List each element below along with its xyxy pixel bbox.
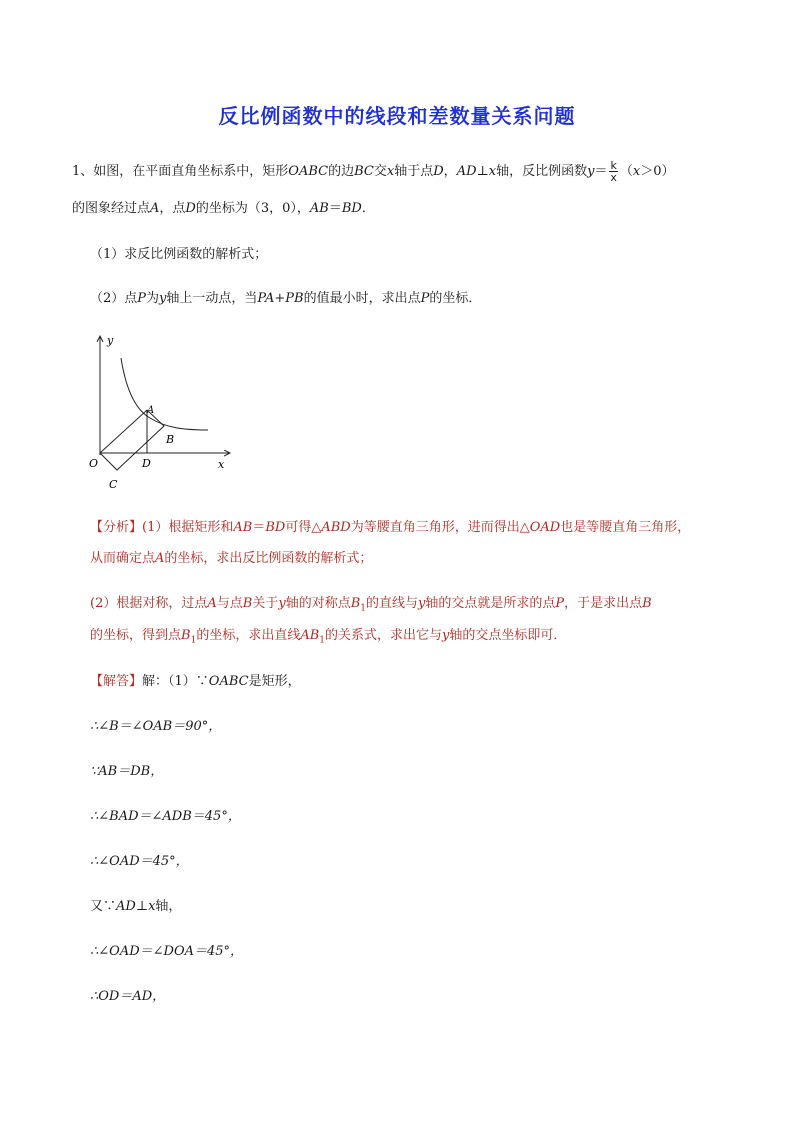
q2-text: 的坐标． [429, 291, 482, 306]
analysis-text: 也是等腰直角三角形， [560, 520, 691, 535]
analysis-text: 可得 [285, 520, 312, 535]
analysis-text: 的坐标，求出反比例函数的解析式； [164, 551, 373, 566]
problem-line-1 [72, 160, 674, 183]
problem-text: 的坐标为（3，0）， [195, 201, 310, 216]
solution-line-8: ∴OD＝AD， [90, 989, 166, 1004]
question-1: （1）求反比例函数的解析式； [90, 247, 268, 262]
solution-text: 轴， [155, 899, 182, 914]
equals-sign: ＝ [328, 201, 342, 216]
solution-line-4: ∴∠BAD＝∠ADB＝45°， [90, 809, 241, 824]
fraction-k-over-x [609, 160, 617, 183]
fraction-denominator: x [610, 171, 617, 184]
problem-text: 的边 [328, 164, 355, 179]
page-title: 反比例函数中的线段和差数量关系问题 [218, 104, 576, 128]
analysis-text: 轴的交点就是所求的点 [425, 596, 556, 611]
problem-text: 如图，在平面直角坐标系中，矩形 [93, 164, 289, 179]
analysis-text: 的坐标，求出直线 [196, 628, 301, 643]
analysis-text: (2）根据对称，过点 [90, 596, 208, 611]
point-label: B [350, 596, 361, 611]
analysis-text: 的坐标，得到点 [90, 628, 182, 643]
solution-line-2: ∴∠B＝∠OAB＝90°， [90, 719, 222, 734]
analysis-text: 轴的交点坐标即可． [449, 628, 567, 643]
condition-open: （ [619, 164, 633, 179]
analysis-text: ，于是求出点 [564, 596, 643, 611]
perp-symbol: ⊥ [135, 899, 149, 914]
analysis-text: 轴的对称点 [285, 596, 351, 611]
question-2 [90, 290, 481, 308]
var-y: y [418, 596, 426, 611]
q2-text: （2）点 [90, 291, 138, 306]
hyperbola-curve [121, 358, 208, 430]
point-label: D [185, 201, 196, 216]
var-x: x [386, 164, 395, 179]
solution-line-5: ∴∠OAD＝45°， [90, 854, 189, 869]
problem-text: 轴于点 [394, 164, 434, 179]
triangle-label: △ABD [311, 520, 351, 535]
var-x: x [148, 899, 156, 914]
expression: PA+PB [257, 291, 304, 306]
segment-label: AB [233, 520, 253, 535]
problem-text: 交 [373, 164, 387, 179]
point-label: A [150, 201, 160, 216]
segment-label: AB [309, 201, 329, 216]
point-label: B [181, 628, 191, 643]
point-label: P [420, 291, 430, 306]
label-y: y [107, 334, 114, 347]
label-a: A [147, 405, 155, 416]
solution-text: 解：（1）∵ [142, 674, 209, 689]
rectangle-oabc [100, 410, 164, 470]
segment-label: AB [300, 628, 320, 643]
q2-text: 轴上一动点，当 [166, 291, 258, 306]
solution-tag: 【解答】 [90, 674, 143, 689]
segment-label: AD [456, 164, 477, 179]
q2-text: 的值最小时，求出点 [303, 291, 421, 306]
q2-text: 为 [146, 291, 160, 306]
perp-symbol: ⊥ [476, 164, 489, 179]
subscript: 1 [319, 635, 326, 646]
analysis-line-1 [90, 519, 690, 537]
point-label: P [137, 291, 147, 306]
subscript: 1 [360, 603, 366, 614]
label-c: C [109, 478, 118, 491]
label-b: B [166, 433, 175, 446]
problem-text: ， [443, 164, 457, 179]
analysis-text: 关于 [252, 596, 279, 611]
analysis-text: (1）根据矩形和 [142, 520, 234, 535]
analysis-text: 从而确定点 [90, 551, 156, 566]
condition-close: ＞0） [640, 164, 675, 179]
label-o: O [89, 457, 99, 470]
analysis-line-3 [90, 595, 652, 618]
problem-text: ，点 [159, 201, 186, 216]
subscript: 1 [190, 635, 197, 646]
label-d: D [142, 457, 151, 470]
var-y: y [159, 291, 167, 306]
rect-label: OABC [208, 674, 249, 689]
solution-line-6 [90, 898, 181, 916]
point-label: A [207, 596, 217, 611]
analysis-line-4 [90, 627, 566, 650]
solution-text: 又∵ [90, 899, 117, 914]
problem-line-2 [72, 200, 375, 218]
var-y: y [278, 596, 286, 611]
segment-label: BD [341, 201, 362, 216]
segment-label: AD [116, 899, 136, 914]
analysis-text: 的直线与 [366, 596, 419, 611]
problem-text: 的图象经过点 [72, 201, 151, 216]
analysis-text: 与点 [216, 596, 243, 611]
problem-number: 1、 [72, 164, 94, 179]
segment-label: BC [354, 164, 374, 179]
period: ． [361, 201, 375, 216]
fraction-numerator: k [610, 159, 617, 172]
point-label: A [155, 551, 165, 566]
point-label: D [433, 164, 444, 179]
problem-text: 轴，反比例函数 [496, 164, 588, 179]
triangle-label: △OAD [519, 520, 561, 535]
equals-sign: ＝ [252, 520, 266, 535]
label-x: x [218, 458, 225, 471]
analysis-tag: 【分析】 [90, 520, 143, 535]
analysis-line-2 [90, 550, 372, 568]
solution-text: 是矩形， [248, 674, 301, 689]
solution-line-1 [90, 673, 301, 691]
analysis-text: 为等腰直角三角形，进而得出 [350, 520, 520, 535]
solution-line-3: ∵AB＝DB， [90, 764, 164, 779]
analysis-text: 的关系式，求出它与 [325, 628, 443, 643]
var-y: y [442, 628, 450, 643]
point-label: B [642, 596, 652, 611]
var-x: x [488, 164, 497, 179]
var-y: y [587, 164, 595, 179]
solution-line-7: ∴∠OAD＝∠DOA＝45°， [90, 944, 244, 959]
var-x: x [632, 164, 641, 179]
segment-label: BD [265, 520, 286, 535]
point-label: B [242, 596, 253, 611]
coordinate-figure [84, 330, 234, 495]
rect-label: OABC [288, 164, 329, 179]
point-label: P [555, 596, 565, 611]
equals-sign: ＝ [594, 164, 608, 179]
